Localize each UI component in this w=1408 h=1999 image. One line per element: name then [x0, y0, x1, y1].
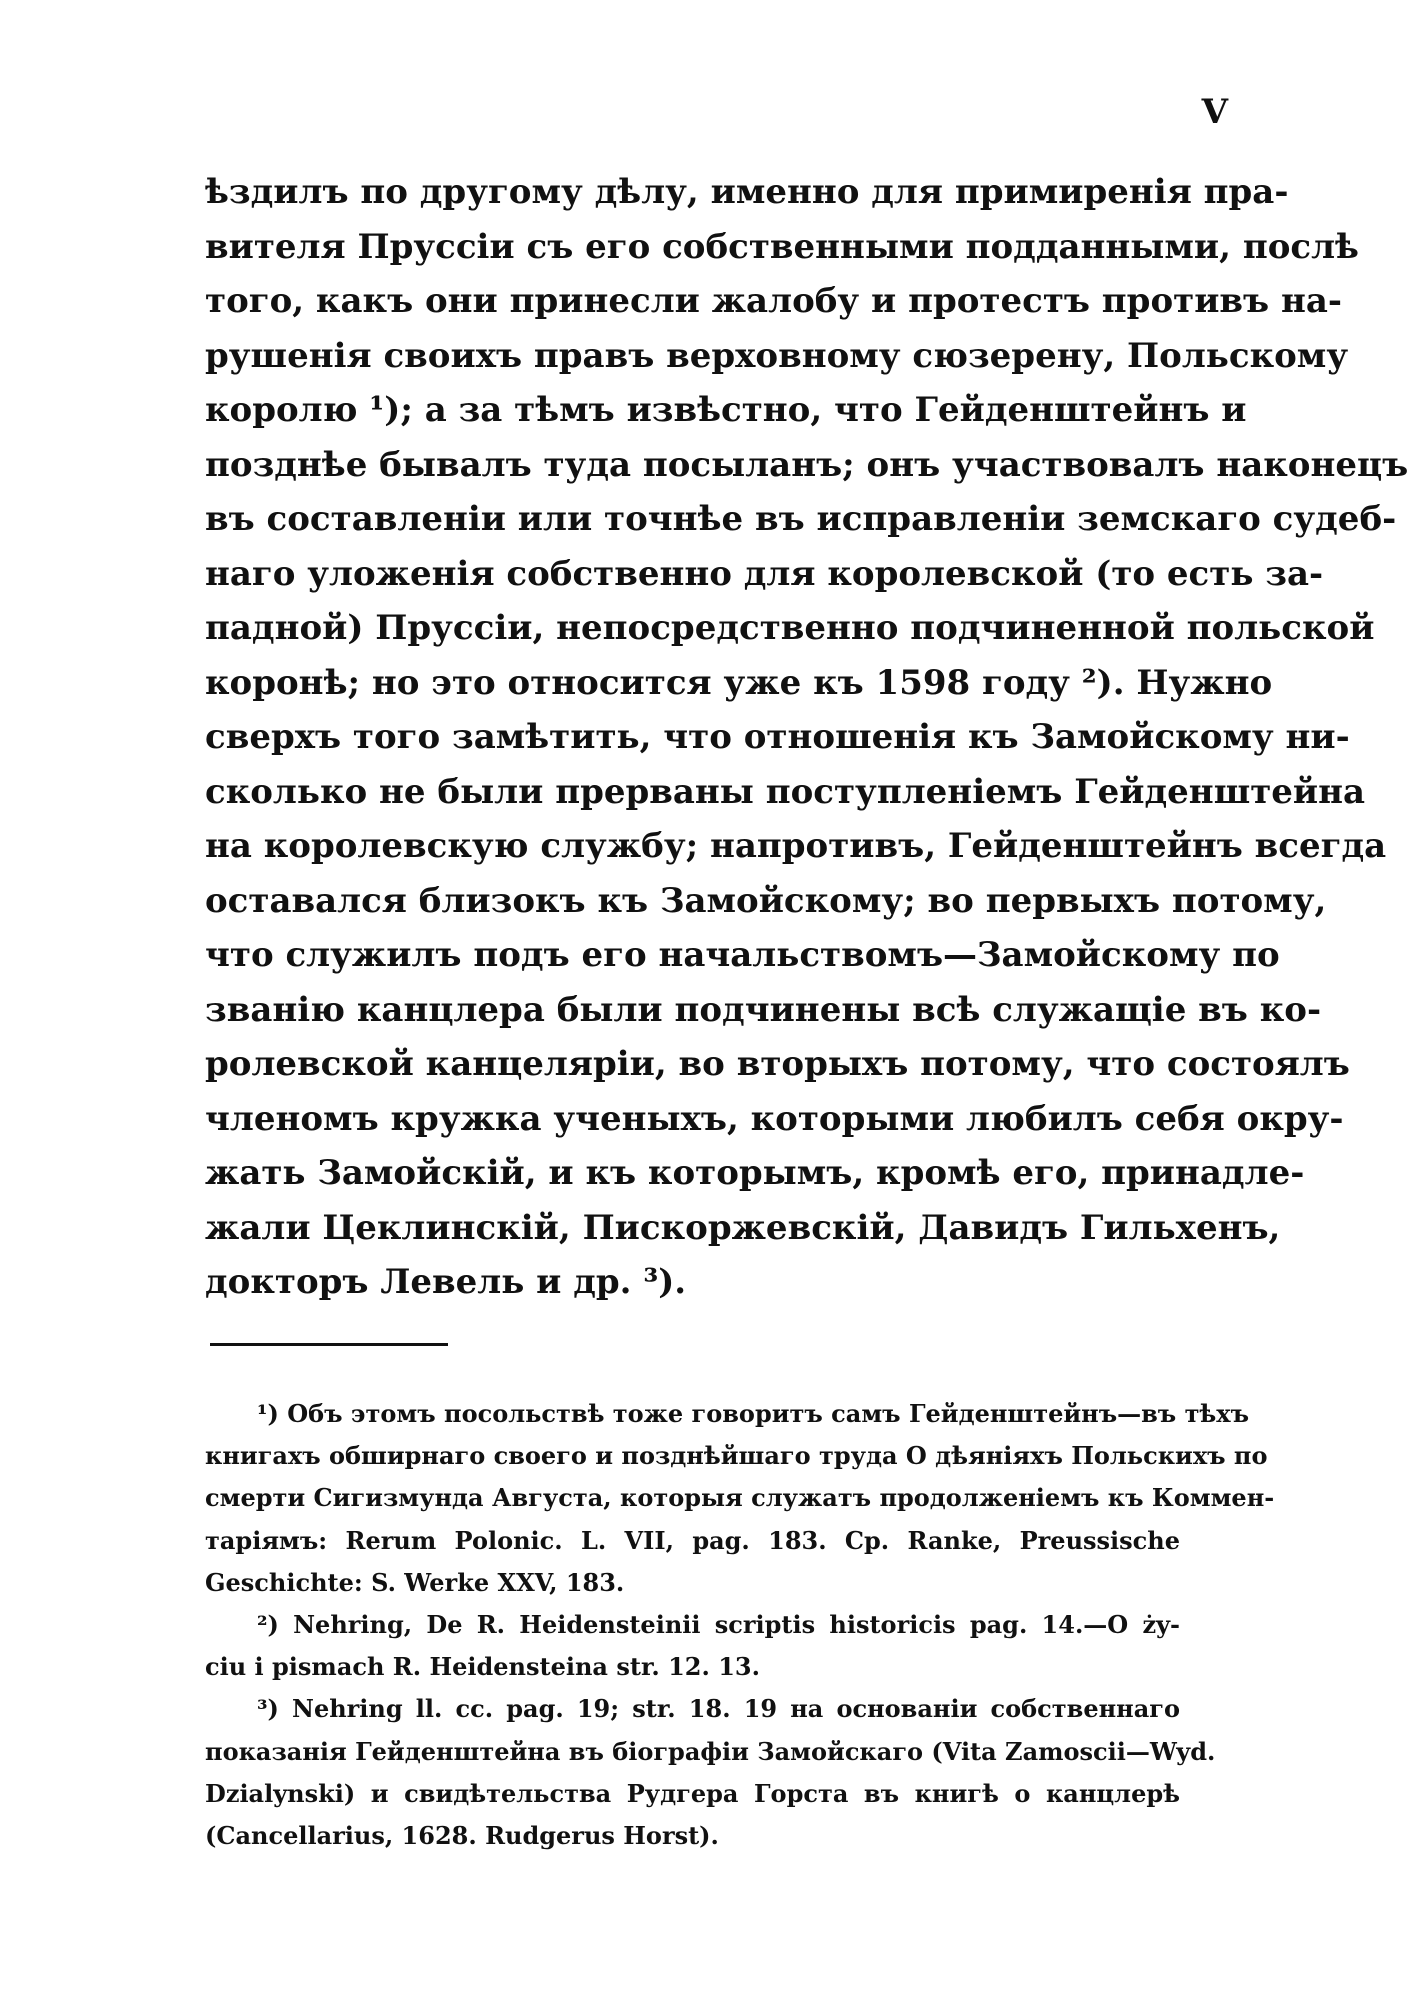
body-text — [205, 165, 1408, 1310]
body-line: рушенія своихъ правъ верховному сюзерену, Польскому — [205, 335, 1349, 376]
body-line: вителя Пруссіи съ его собственными подданными, послѣ — [205, 226, 1359, 267]
body-line: ролевской канцеляріи, во вторыхъ потому, что состоялъ — [205, 1044, 1350, 1084]
body-line: членомъ кружка ученыхъ, которыми любилъ себя окру- — [205, 1098, 1344, 1139]
footnote-3-line: ³) Nehring ll. cc. pag. 19; str. 18. 19 на основаніи собственнаго — [257, 1694, 1180, 1724]
body-line: на королевскую службу; напротивъ, Гейденштейнъ всегда — [205, 826, 1387, 866]
footnote-2-line: ciu i pismach R. Heidensteina str. 12. 13. — [205, 1652, 760, 1682]
footnote-3-line: Dzialynski) и свидѣтельства Рудгера Горста въ книгѣ о канцлерѣ — [205, 1778, 1180, 1808]
body-line: докторъ Левель и др. ³). — [205, 1262, 687, 1302]
footnote-1-line: ¹) Объ этомъ посольствѣ тоже говоритъ самъ Гейденштейнъ—въ тѣхъ — [257, 1399, 1250, 1428]
body-line: падной) Пруссіи, непосредственно подчиненной польской — [205, 608, 1375, 648]
body-line: позднѣе бывалъ туда посыланъ; онъ участвовалъ наконецъ — [205, 444, 1408, 485]
body-line: званію канцлера были подчинены всѣ служащіе въ ко- — [205, 989, 1322, 1030]
body-line: жали Цеклинскій, Пискоржевскій, Давидъ Гильхенъ, — [205, 1207, 1281, 1248]
footnote-1-line: Geschichte: S. Werke XXV, 183. — [205, 1567, 625, 1597]
footnote-2-line: ²) Nehring, De R. Heidensteinii scriptis historicis pag. 14.—O ży- — [257, 1609, 1180, 1639]
footnote-1-line: книгахъ обширнаго своего и позднѣйшаго труда О дѣяніяхъ Польскихъ по — [205, 1441, 1268, 1471]
body-line: оставался близокъ къ Замойскому; во первыхъ потому, — [205, 880, 1327, 921]
body-line: того, какъ они принесли жалобу и протестъ противъ на- — [205, 281, 1342, 321]
footnote-3-line: (Cancellarius, 1628. Rudgerus Horst). — [205, 1820, 719, 1850]
footnote-1-line: таріямъ: Rerum Polonic. L. VII, pag. 183. Cp. Ranke, Preussische — [205, 1525, 1180, 1555]
body-line: коронѣ; но это относится уже къ 1598 году ²). Нужно — [205, 662, 1273, 703]
footnotes — [205, 1393, 1275, 1857]
footnote-3-line: показанія Гейденштейна въ біографіи Замойскаго (Vita Zamoscii—Wyd. — [205, 1736, 1216, 1766]
body-line: въ составленіи или точнѣе въ исправленіи земскаго судеб- — [205, 499, 1397, 539]
body-line: королю ¹); а за тѣмъ извѣстно, что Гейденштейнъ и — [205, 390, 1247, 430]
body-line: что служилъ подъ его начальствомъ—Замойскому по — [205, 935, 1280, 975]
body-line: ѣздилъ по другому дѣлу, именно для примиренія пра- — [205, 172, 1289, 212]
page-number: V — [1201, 92, 1228, 132]
body-line: сколько не были прерваны поступленіемъ Гейденштейна — [205, 771, 1366, 812]
footnote-separator — [210, 1343, 448, 1346]
footnote-1-line: смерти Сигизмунда Августа, которыя служатъ продолженіемъ къ Коммен- — [205, 1483, 1275, 1513]
body-line: сверхъ того замѣтить, что отношенія къ Замойскому ни- — [205, 717, 1350, 757]
body-line: жать Замойскій, и къ которымъ, кромѣ его, принадле- — [205, 1153, 1305, 1193]
body-line: наго уложенія собственно для королевской (то есть за- — [205, 553, 1324, 594]
